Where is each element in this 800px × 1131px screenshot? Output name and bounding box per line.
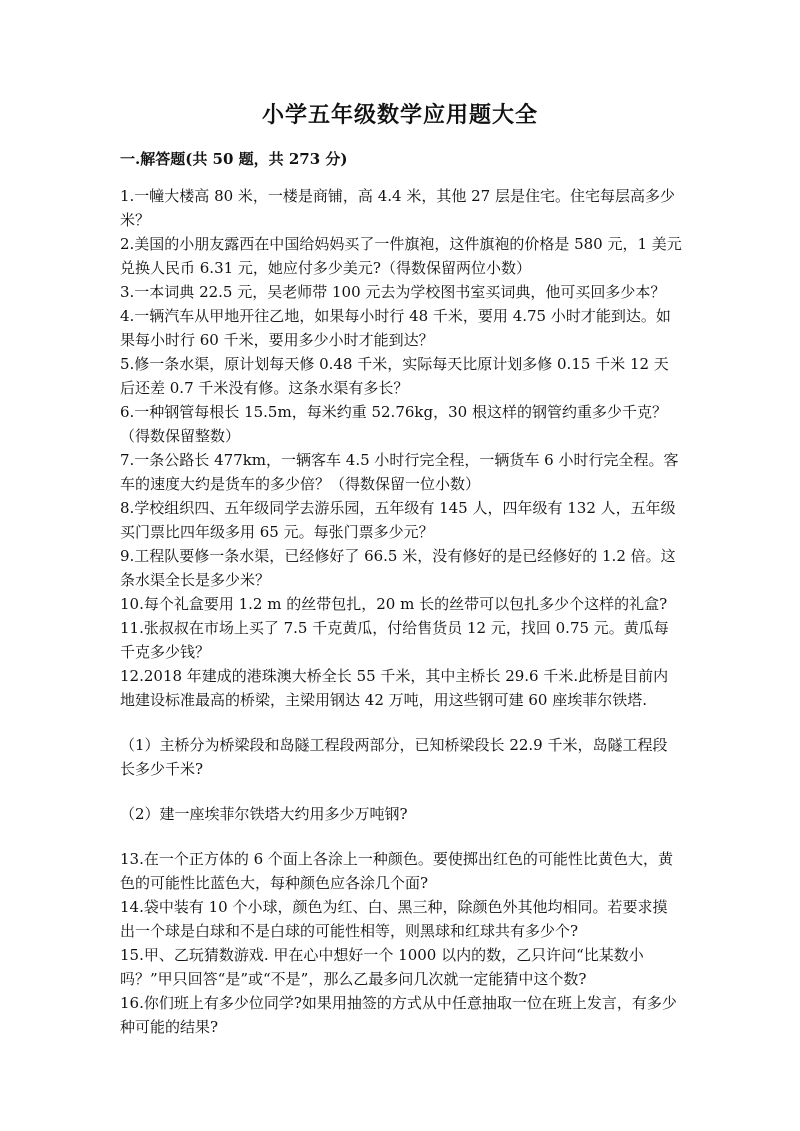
question-14: 14.袋中装有 10 个小球，颜色为红、白、黑三种，除颜色外其他均相同。若要求摸出一个球是白球和不是白球的可能性相等，则黑球和红球共有多少个? [120, 898, 668, 940]
question-3: 3.一本词典 22.5 元，吴老师带 100 元去为学校图书室买词典，他可买回多少本？ [120, 283, 666, 301]
question-13: 13.在一个正方体的 6 个面上各涂上一种颜色。要使掷出红色的可能性比黄色大，黄色的可能性比蓝色大，每种颜色应各涂几个面? [120, 850, 673, 892]
sub-question-1: （1）主桥分为桥梁段和岛隧工程段两部分，已知桥梁段长 22.9 千米，岛隧工程段长多少千米? [120, 736, 668, 778]
page-title: 小学五年级数学应用题大全 [261, 102, 538, 128]
question-12: 12.2018 年建成的港珠澳大桥全长 55 千米，其中主桥长 29.6 千米.此桥是目前内地建设标准最高的桥梁，主梁用钢达 42 万吨，用这些钢可建 60 座埃菲尔铁塔. [120, 667, 669, 709]
section-heading: 一.解答题(共 50 题，共 273 分) [120, 150, 348, 168]
question-2: 2.美国的小朋友露西在中国给妈妈买了一件旗袍，这件旗袍的价格是 580 元，1 美元兑换人民币 6.31 元，她应付多少美元?（得数保留两位小数） [120, 235, 682, 277]
question-15: 15.甲、乙玩猜数游戏. 甲在心中想好一个 1000 以内的数，乙只许问“比某数小吗？”甲只回答“是”或“不是”，那么乙最多问几次就一定能猜中这个数? [120, 946, 644, 988]
sub-question-2: （2）建一座埃菲尔铁塔大约用多少万吨钢? [120, 805, 408, 823]
question-16: 16.你们班上有多少位同学?如果用抽签的方式从中任意抽取一位在班上发言，有多少种可能的结果? [120, 994, 677, 1036]
question-4: 4.一辆汽车从甲地开往乙地，如果每小时行 48 千米，要用 4.75 小时才能到达。如果每小时行 60 千米，要用多少小时才能到达？ [120, 307, 671, 349]
question-10: 10.每个礼盒要用 1.2 m 的丝带包扎，20 m 长的丝带可以包扎多少个这样的礼盒? [120, 595, 668, 613]
question-6: 6.一种钢管每根长 15.5m，每米约重 52.76kg，30 根这样的钢管约重多少千克？（得数保留整数） [120, 403, 667, 445]
question-list [120, 184, 682, 1039]
question-9: 9.工程队要修一条水渠，已经修好了 66.5 米，没有修好的是已经修好的 1.2 倍。这条水渠全长是多少米？ [120, 547, 676, 589]
question-1: 1.一幢大楼高 80 米，一楼是商铺，高 4.4 米，其他 27 层是住宅。住宅每层高多少米？ [120, 187, 675, 229]
question-8: 8.学校组织四、五年级同学去游乐园，五年级有 145 人，四年级有 132 人，五年级买门票比四年级多用 65 元。每张门票多少元？ [120, 499, 676, 541]
question-5: 5.修一条水渠，原计划每天修 0.48 千米，实际每天比原计划多修 0.15 千米 12 天后还差 0.7 千米没有修。这条水渠有多长？ [120, 355, 669, 397]
question-7: 7.一条公路长 477km，一辆客车 4.5 小时行完全程，一辆货车 6 小时行完全程。客车的速度大约是货车的多少倍？（得数保留一位小数） [120, 451, 679, 493]
question-11: 11.张叔叔在市场上买了 7.5 千克黄瓜，付给售货员 12 元，找回 0.75 元。黄瓜每千克多少钱？ [120, 619, 669, 661]
